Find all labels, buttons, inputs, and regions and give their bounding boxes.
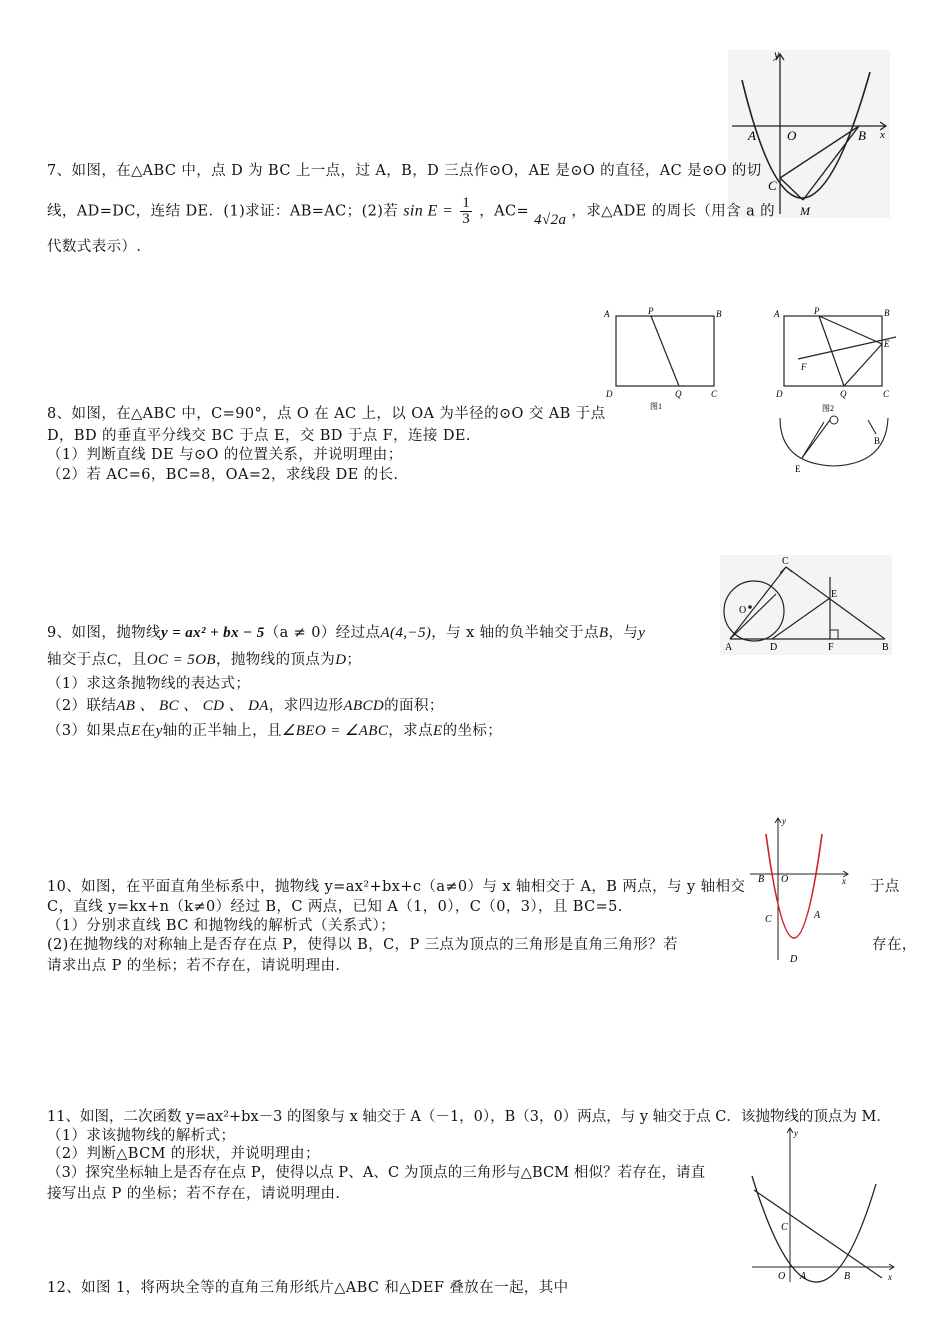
quadrilateral: ABCD — [343, 698, 385, 714]
fig-label: x — [888, 1272, 892, 1282]
text-span: ，求点 — [388, 723, 433, 739]
fig-label: A — [774, 309, 780, 319]
text-span: 9、如图，抛物线 — [47, 625, 161, 641]
fig-label: P — [648, 306, 654, 316]
text-span: ，求四边形 — [268, 698, 344, 714]
fig-label: D — [790, 954, 798, 964]
ac-value: 4√2a — [534, 211, 567, 228]
text-span: 轴交于点 — [47, 652, 107, 668]
point-c: C — [106, 652, 118, 668]
rectangle-figure-1 — [600, 304, 730, 414]
point-b: B — [598, 625, 609, 641]
text-span: （2）联结 — [47, 698, 117, 714]
y-axis-symbol: y — [638, 625, 646, 641]
fig-label: x — [842, 876, 846, 886]
fig-label: O — [739, 605, 747, 616]
fig-label: D — [770, 642, 778, 653]
text-span: 在 — [140, 723, 156, 739]
text-span: ，抛物线的顶点为 — [215, 652, 336, 668]
text-span: （3）如果点 — [47, 723, 132, 739]
text-span: 经过点 — [335, 625, 381, 641]
problem-8-line-3: （1）判断直线 DE 与⊙O 的位置关系，并说明理由； — [47, 447, 403, 463]
problem-9-line-1 — [47, 622, 645, 644]
point-a: A(4,−5) — [380, 625, 432, 641]
fig-label: A — [725, 642, 733, 653]
fig-label: C — [781, 1222, 788, 1233]
fig-label: O — [781, 874, 789, 885]
relation: OC = 5OB — [146, 652, 216, 668]
problem-9-line-4 — [47, 695, 444, 717]
problem-10-line-5: 请求出点 P 的坐标；若不存在，请说明理由. — [47, 958, 341, 974]
problem-12-line-1: 12、如图 1，将两块全等的直角三角形纸片△ABC 和△DEF 叠放在一起，其中 — [47, 1280, 569, 1296]
fig-label: E — [831, 589, 838, 600]
sin-expression: sin E = — [403, 202, 454, 220]
problem-8-line-4: （2）若 AC=6，BC=8，OA=2，求线段 DE 的长. — [47, 467, 399, 483]
fig-label: C — [883, 389, 890, 399]
angle-relation: ∠BEO = ∠ABC — [281, 723, 389, 739]
problem-10-line-4: (2)在抛物线的对称轴上是否存在点 P，使得以 B，C，P 三点为顶点的三角形是直角三角形？若 — [47, 937, 678, 953]
text-span: ，与 x 轴的负半轴交于点 — [431, 625, 599, 641]
point-d: D — [335, 652, 347, 668]
fig-label: C — [768, 178, 777, 193]
problem-11-line-2: （1）求该抛物线的解析式； — [47, 1128, 236, 1144]
fig-label: M — [800, 204, 810, 218]
fig-label: E — [795, 464, 801, 474]
fig-label: C — [711, 389, 718, 399]
fig-label: O — [787, 128, 797, 143]
problem-7-line-3: 代数式表示）. — [47, 239, 142, 255]
fig-label: y — [774, 50, 780, 61]
problem-11-figure — [748, 1124, 898, 1284]
fig-label: F — [801, 362, 807, 372]
fig-label: P — [814, 306, 820, 316]
fig-label: B — [874, 436, 881, 446]
problem-10-line-1: 10、如图，在平面直角坐标系中，抛物线 y=ax²+bx+c（a≠0）与 x 轴相交于 A，B 两点，与 y 轴相交 — [47, 879, 746, 895]
circle-triangle-figure — [720, 555, 892, 655]
fraction-denominator: 3 — [462, 211, 471, 227]
fig-label: E — [884, 339, 890, 349]
fig-label: x — [880, 129, 885, 141]
fig-label: A — [748, 128, 756, 143]
problem-11-line-3: （2）判断△BCM 的形状，并说明理由； — [47, 1146, 320, 1162]
problem-10-line-3: （1）分别求直线 BC 和抛物线的解析式（关系式）； — [47, 918, 396, 934]
text-span: 轴的正半轴上，且 — [162, 723, 282, 739]
problem-9-line-3: （1）求这条抛物线的表达式； — [47, 676, 251, 692]
parabola-equation: y = ax² + bx − 5 — [160, 625, 265, 641]
problem-11-line-4: （3）探究坐标轴上是否存在点 P，使得以点 P、A、C 为顶点的三角形与△BCM 相似？若存在，请直 — [47, 1165, 706, 1181]
arc-figure — [772, 412, 902, 476]
problem-11-line-5: 接写出点 P 的坐标；若不存在，请说明理由. — [47, 1186, 341, 1202]
fig-label: y — [782, 816, 786, 826]
fig-label: F — [828, 642, 834, 653]
point-e: E — [432, 723, 443, 739]
problem-8-line-2: D，BD 的垂直平分线交 BC 于点 E，交 BD 于点 F，连接 DE. — [47, 428, 471, 444]
fig-label: y — [794, 1128, 798, 1138]
text-span: ，求△ADE 的周长（用含 a 的 — [571, 203, 776, 220]
problem-11-line-1: 11、如图，二次函数 y=ax²+bx－3 的图象与 x 轴交于 A（－1，0），B（3，0）两点，与 y 轴交于点 C．该抛物线的顶点为 M． — [47, 1109, 891, 1125]
fraction-numerator: 1 — [462, 195, 471, 211]
problem-7-line-2 — [47, 196, 775, 227]
text-span: ； — [346, 652, 362, 668]
fig-label: B — [844, 1271, 851, 1282]
fig-label: Q — [675, 389, 682, 399]
fig-label: B — [758, 874, 765, 885]
text-span: （a ≠ 0） — [264, 625, 336, 641]
fig-label: Q — [840, 389, 847, 399]
point-e: E — [131, 723, 141, 739]
fig-label: B — [858, 128, 866, 143]
fig-label: C — [765, 914, 772, 925]
text-span: ，与 — [608, 625, 639, 641]
fig-label: O — [778, 1271, 786, 1282]
fig-label: A — [604, 309, 610, 319]
problem-7-line-1: 7、如图，在△ABC 中，点 D 为 BC 上一点，过 A，B，D 三点作⊙O，AE 是⊙O 的直径，AC 是⊙O 的切 — [47, 163, 762, 179]
parabola-figure-top — [728, 50, 890, 218]
text-span: 的坐标； — [442, 723, 503, 739]
fig-caption: 图2 — [822, 404, 834, 413]
fig-label: A — [800, 1271, 807, 1282]
red-parabola-figure — [748, 814, 854, 964]
problem-10-line-1-tail: 于点 — [870, 879, 900, 895]
problem-8-line-1: 8、如图，在△ABC 中，C=90°，点 O 在 AC 上，以 OA 为半径的⊙O 交 AB 于点 — [47, 406, 606, 422]
fig-label: D — [606, 389, 613, 399]
segments: AB 、 BC 、 CD 、 DA — [116, 698, 269, 714]
problem-10-line-4-tail: 存在， — [872, 937, 917, 953]
fig-label: B — [884, 308, 890, 318]
fig-label: B — [882, 642, 889, 653]
rectangle-figure-2 — [770, 304, 905, 414]
fig-label: C — [782, 556, 789, 567]
problem-9-line-5 — [47, 720, 502, 742]
problem-9-line-2 — [47, 649, 361, 671]
fig-label: A — [814, 910, 821, 921]
problem-10-line-2: C，直线 y=kx+n（k≠0）经过 B，C 两点，已知 A（1，0），C（0，3），且 BC=5. — [47, 899, 623, 915]
fig-label: D — [776, 389, 783, 399]
fig-caption: 图1 — [650, 402, 662, 411]
fraction — [460, 196, 472, 227]
text-span: 的面积； — [384, 698, 444, 714]
text-span: ，AC= — [479, 203, 530, 220]
fig-label: B — [716, 309, 722, 319]
text-span: 线，AD=DC，连结 DE．(1)求证：AB=AC；(2)若 — [47, 203, 399, 220]
text-span: ，且 — [117, 652, 147, 668]
y-axis-symbol: y — [155, 723, 163, 739]
